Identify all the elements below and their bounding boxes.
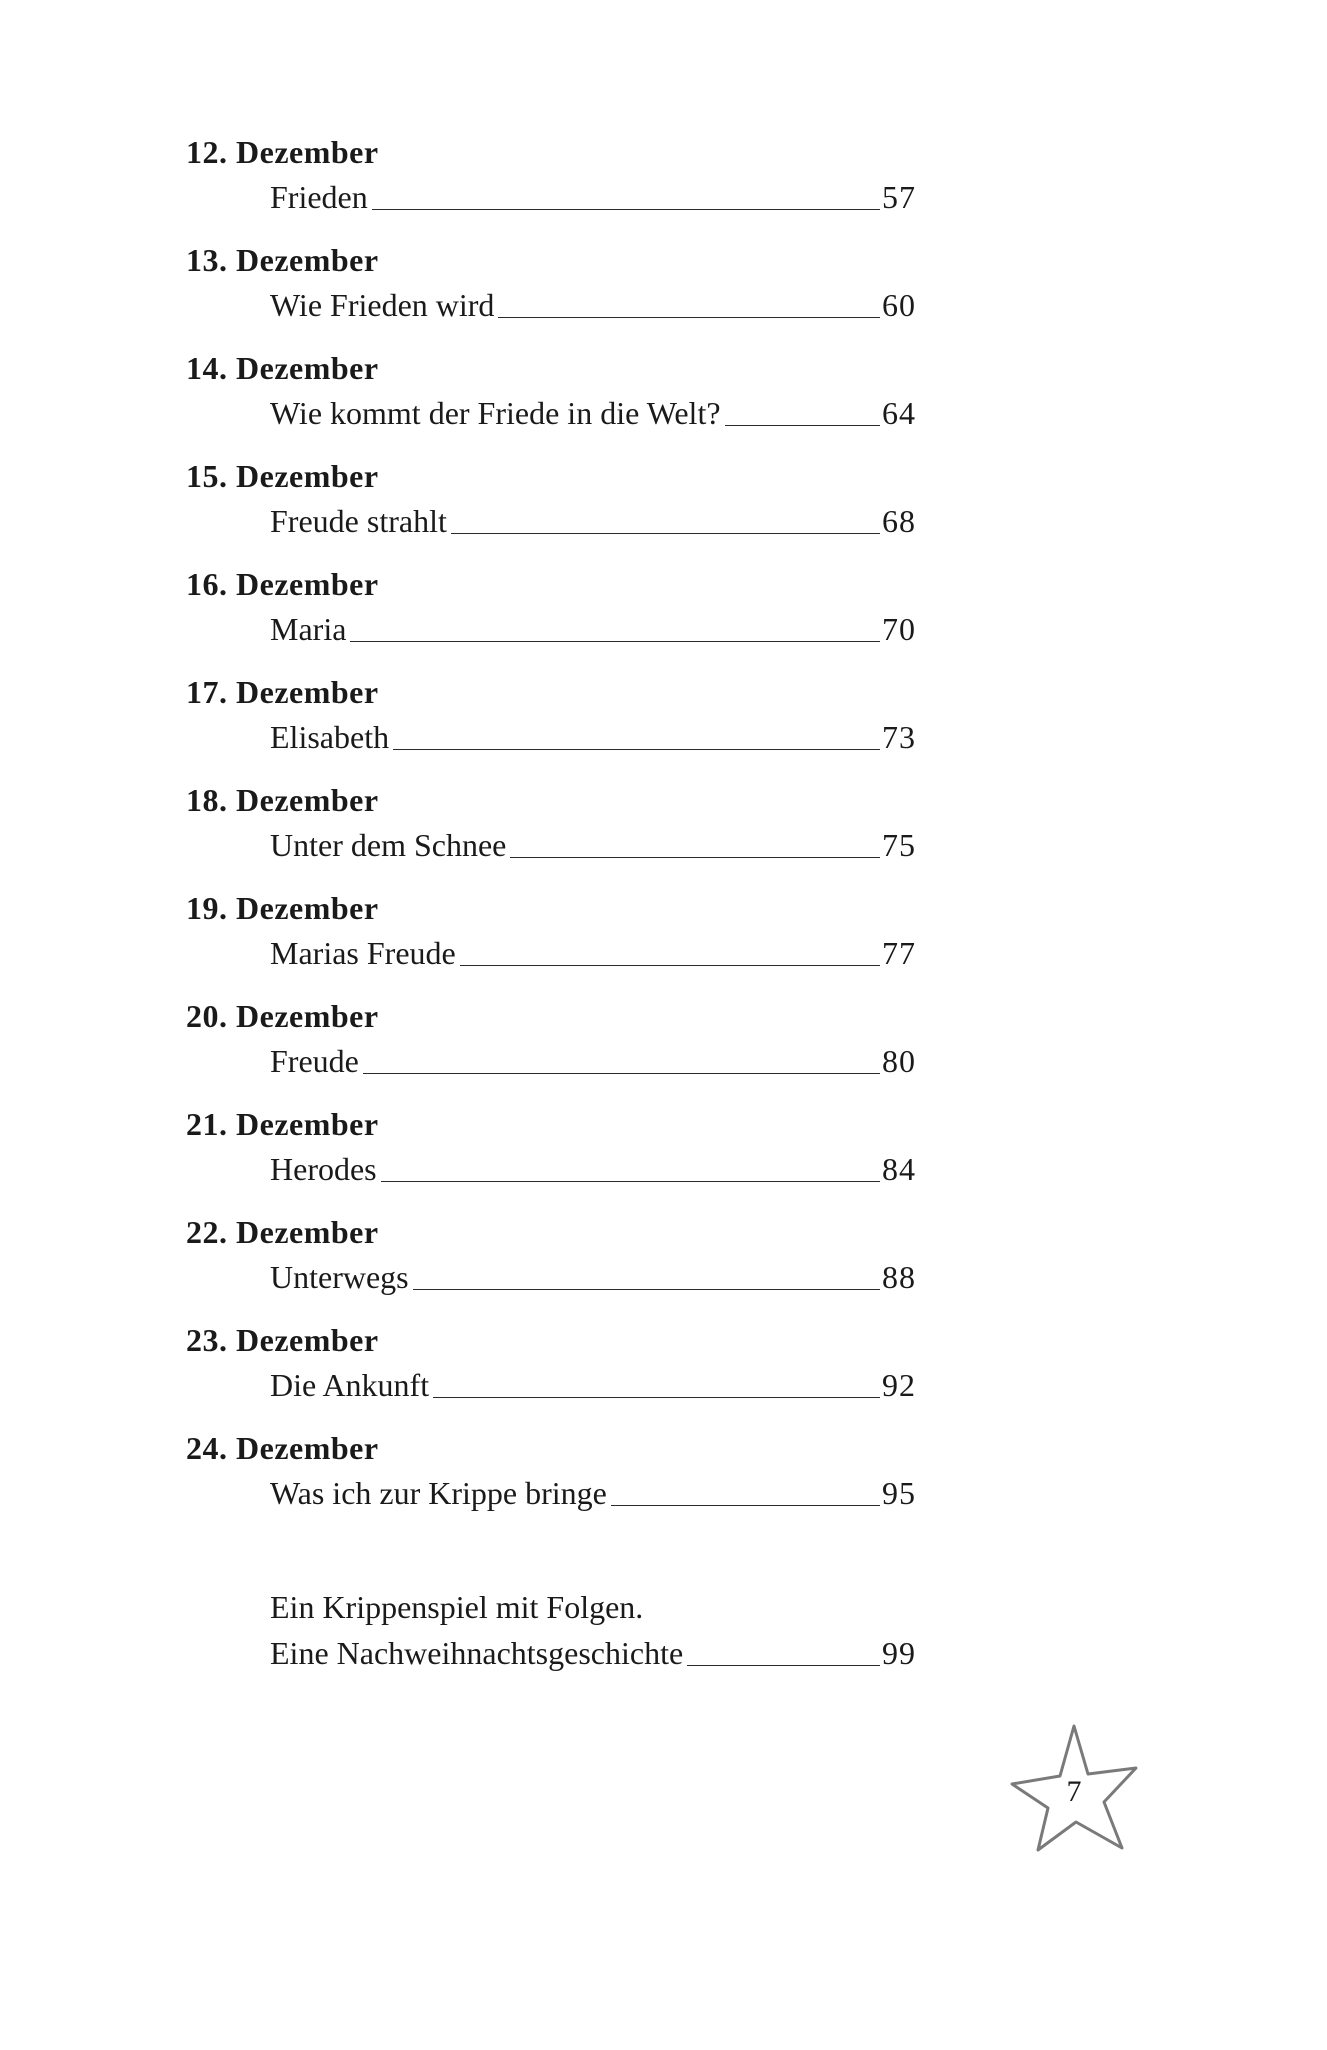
leader-line [350,641,880,642]
entry-date: 17. Dezember [186,674,379,710]
entry-date: 22. Dezember [186,1214,379,1250]
entry-line[interactable] [270,1362,916,1408]
entry-line[interactable] [270,1146,916,1192]
leader-line [372,209,880,210]
leader-line [687,1665,880,1666]
toc-entry [186,238,916,328]
toc-entry [186,346,916,436]
entry-date: 12. Dezember [186,134,379,170]
leader-line [381,1181,880,1182]
leader-line [363,1073,880,1074]
entry-line[interactable] [270,282,916,328]
toc-entry [186,1102,916,1192]
entry-date: 16. Dezember [186,566,379,602]
leader-line [451,533,880,534]
toc-entry [186,454,916,544]
toc-entry [186,886,916,976]
entry-page: 75 [882,827,916,863]
entry-line[interactable] [270,1254,916,1300]
entry-title: Marias Freude [270,935,456,971]
entry-line[interactable] [270,822,916,868]
entry-page: 88 [882,1259,916,1295]
entry-title: Freude [270,1043,359,1079]
entry-line[interactable] [270,390,916,436]
toc-entry [186,130,916,220]
entry-title: Freude strahlt [270,503,447,539]
entry-title: Wie kommt der Friede in die Welt? [270,395,721,431]
leader-line [725,425,880,426]
entry-page: 95 [882,1475,916,1511]
entry-title: Wie Frieden wird [270,287,495,323]
toc-entry [186,1318,916,1408]
entry-title: Unterwegs [270,1259,409,1295]
entry-date: 19. Dezember [186,890,379,926]
entry-line[interactable] [270,174,916,220]
entry-line[interactable] [270,1038,916,1084]
toc-entry [186,1210,916,1300]
entry-page: 84 [882,1151,916,1187]
entry-date: 21. Dezember [186,1106,379,1142]
entry-title: Unter dem Schnee [270,827,507,863]
extra-line[interactable] [270,1630,916,1676]
entry-line[interactable] [270,498,916,544]
entry-page: 73 [882,719,916,755]
entry-page: 70 [882,611,916,647]
extra-title-line1: Ein Krippenspiel mit Folgen. [270,1589,644,1625]
entry-date: 14. Dezember [186,350,379,386]
toc-entry [186,994,916,1084]
entry-date: 20. Dezember [186,998,379,1034]
entry-title: Frieden [270,179,368,215]
entry-date: 15. Dezember [186,458,379,494]
entry-title: Elisabeth [270,719,390,755]
entry-page: 80 [882,1043,916,1079]
leader-line [498,317,880,318]
extra-title-line2: Eine Nachweihnachtsgeschichte [270,1635,684,1671]
leader-line [510,857,880,858]
table-of-contents [186,130,916,1676]
leader-line [433,1397,880,1398]
entry-page: 92 [882,1367,916,1403]
toc-entry [186,670,916,760]
entry-date: 24. Dezember [186,1430,379,1466]
entry-title: Die Ankunft [270,1367,430,1403]
entry-page: 68 [882,503,916,539]
extra-page: 99 [882,1635,916,1671]
leader-line [611,1505,880,1506]
entry-page: 60 [882,287,916,323]
entry-title: Was ich zur Krippe bringe [270,1475,607,1511]
leader-line [393,749,880,750]
toc-entry [186,562,916,652]
entry-date: 23. Dezember [186,1322,379,1358]
entry-title: Maria [270,611,347,647]
entry-page: 64 [882,395,916,431]
entry-page: 77 [882,935,916,971]
page-number: 7 [1066,1775,1082,1808]
entry-date: 18. Dezember [186,782,379,818]
leader-line [413,1289,880,1290]
toc-entry [186,778,916,868]
page-number-badge [1008,1722,1140,1854]
entry-line[interactable] [270,714,916,760]
toc-extra-entry [270,1584,916,1676]
entry-line[interactable] [270,930,916,976]
entry-page: 57 [882,179,916,215]
entry-date: 13. Dezember [186,242,379,278]
entry-line[interactable] [270,606,916,652]
entry-title: Herodes [270,1151,377,1187]
toc-entry [186,1426,916,1516]
leader-line [460,965,880,966]
entry-line[interactable] [270,1470,916,1516]
